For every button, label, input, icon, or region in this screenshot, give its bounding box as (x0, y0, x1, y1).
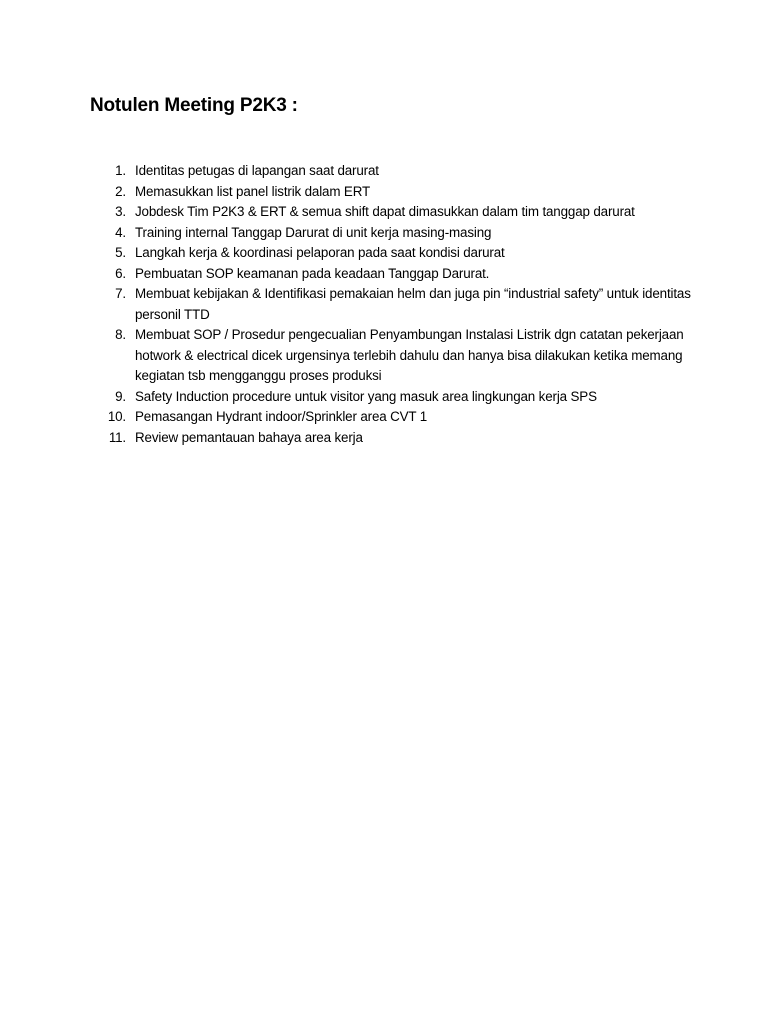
list-item (100, 202, 700, 223)
list-item-number: 2. (115, 183, 126, 199)
list-item-text: Safety Induction procedure untuk visitor yang masuk area lingkungan kerja SPS (135, 388, 597, 404)
list-item-text: Pembuatan SOP keamanan pada keadaan Tanggap Darurat. (135, 265, 490, 281)
list-item (100, 428, 700, 449)
list-item-number: 4. (115, 224, 126, 240)
list-item (100, 325, 700, 387)
list-item-text: Pemasangan Hydrant indoor/Sprinkler area CVT 1 (135, 409, 428, 424)
list-item (100, 387, 700, 408)
list-item-text: Training internal Tanggap Darurat di unit kerja masing-masing (135, 224, 492, 240)
list-item (100, 161, 700, 182)
meeting-notes-list (100, 161, 700, 448)
list-item (100, 182, 700, 203)
document-title: Notulen Meeting P2K3 : (90, 95, 298, 116)
list-item-number: 6. (115, 265, 126, 281)
list-item (100, 284, 700, 325)
list-item-number: 3. (115, 204, 126, 219)
list-item-number: 11. (108, 429, 126, 445)
list-item-text: Membuat SOP / Prosedur pengecualian Penyambungan Instalasi Listrik dgn catatan pekerjaan hotwork & electrical dicek urgensinya terlebih dahulu dan hanya bisa dilakukan ketika memang kegiatan tsb mengganggu proses produksi (135, 327, 684, 383)
list-item (100, 407, 700, 428)
list-item-text: Jobdesk Tim P2K3 & ERT & semua shift dapat dimasukkan dalam tim tanggap darurat (135, 204, 635, 219)
list-item-text: Langkah kerja & koordinasi pelaporan pada saat kondisi darurat (135, 245, 505, 260)
list-item-number: 10. (107, 409, 126, 424)
list-item (100, 243, 700, 264)
list-item-number: 1. (115, 163, 126, 178)
list-item-number: 8. (115, 327, 126, 342)
list-item-number: 5. (115, 245, 126, 260)
list-item (100, 223, 700, 244)
list-item-number: 9. (115, 388, 126, 404)
list-item-text: Identitas petugas di lapangan saat darurat (135, 163, 379, 178)
list-item-number: 7. (115, 286, 126, 301)
list-item-text: Membuat kebijakan & Identifikasi pemakaian helm dan juga pin “industrial safety” untuk identitas personil TTD (135, 286, 691, 322)
list-item-text: Memasukkan list panel listrik dalam ERT (135, 183, 371, 199)
list-item-text: Review pemantauan bahaya area kerja (135, 429, 363, 445)
list-item (100, 264, 700, 285)
